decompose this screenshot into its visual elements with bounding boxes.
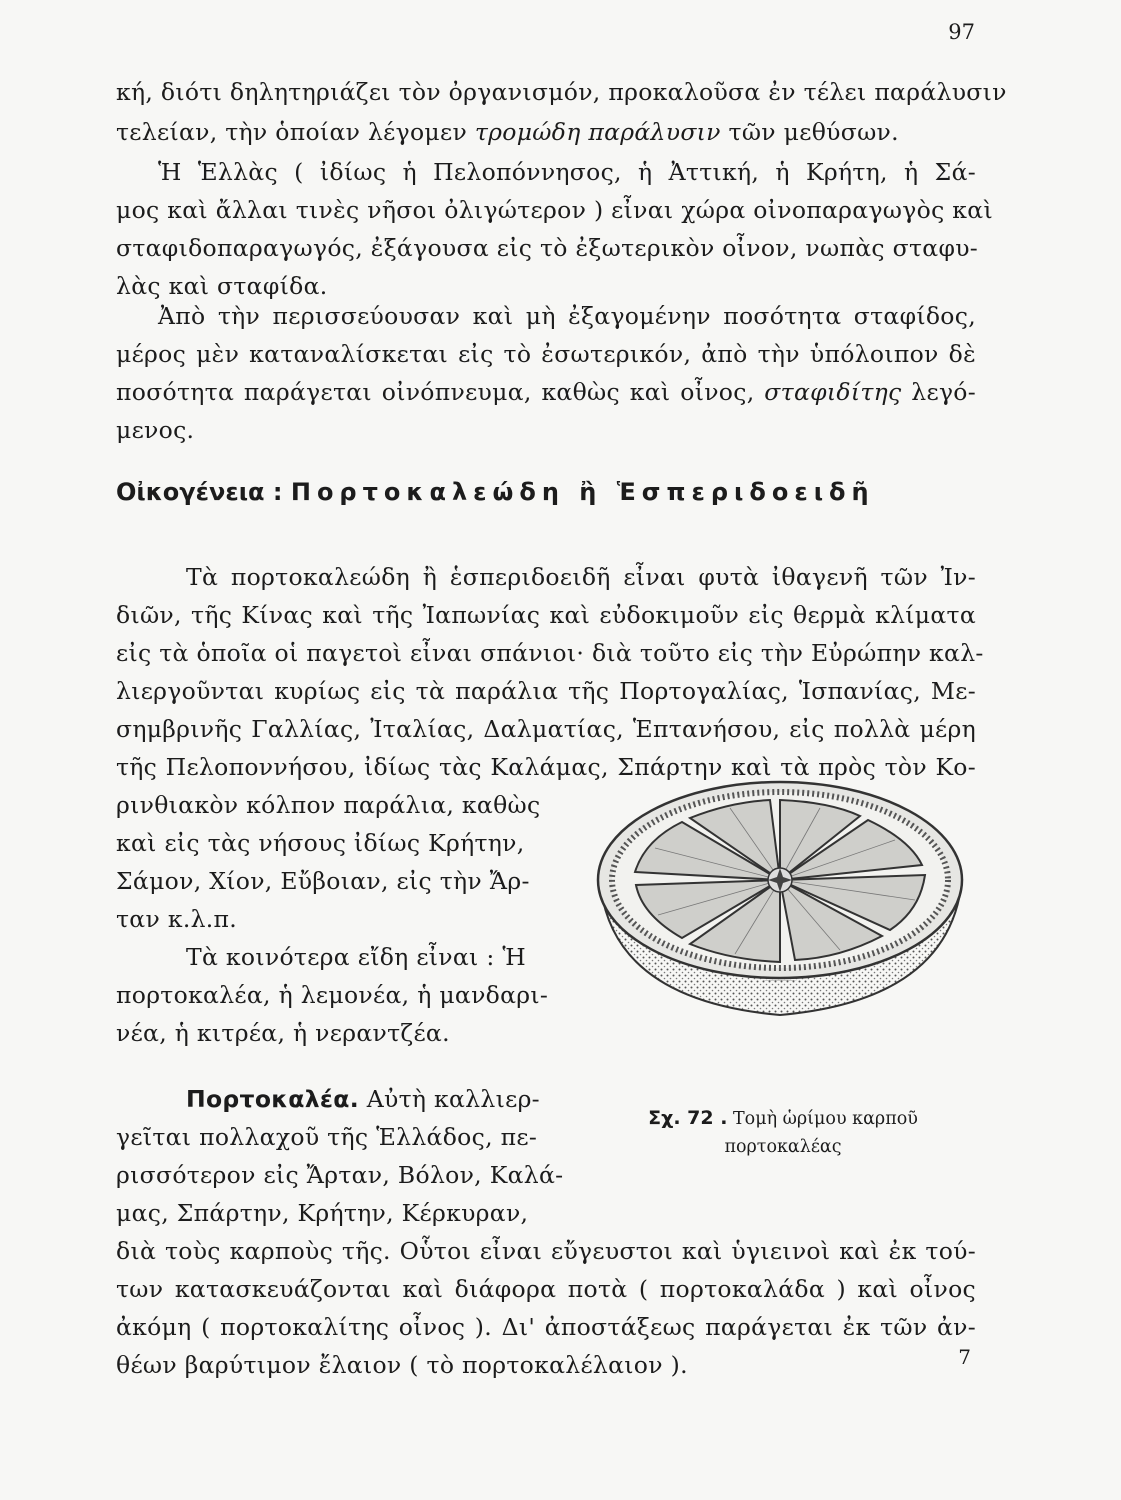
family-heading: Οἰκογένεια : Πορτοκαλεώδη ἢ Ἑσπεριδοειδῆ: [116, 478, 875, 506]
figure-caption: Σχ. 72 . Τομὴ ὡρίμου καρποῦ πορτοκαλέας: [648, 1107, 918, 1157]
text-line: Σάμον, Χίον, Εὔβοιαν, εἰς τὴν Ἄρ-: [116, 867, 530, 895]
text-line: ἀκόμη ( πορτοκαλίτης οἶνος ). Δι' ἀποστάξεως παράγεται ἐκ τῶν ἀν-: [116, 1313, 976, 1341]
text-line: σταφιδοπαραγωγός, ἐξάγουσα εἰς τὸ ἐξωτερικὸν οἶνον, νωπὰς σταφυ-: [116, 234, 979, 262]
text-line: διὰ τοὺς καρποὺς τῆς. Οὗτοι εἶναι εὔγευστοι καὶ ὑγιεινοὶ καὶ ἐκ τού-: [116, 1237, 976, 1265]
text-line: κή, διότι δηλητηριάζει τὸν ὀργανισμόν, προκαλοῦσα ἐν τέλει παράλυσιν: [116, 78, 1007, 106]
text-line: μος καὶ ἄλλαι τινὲς νῆσοι ὀλιγώτερον ) εἶναι χώρα οἰνοπαραγωγὸς καὶ: [116, 196, 993, 224]
text-line: Τὰ κοινότερα εἴδη εἶναι : Ἡ: [186, 943, 526, 971]
italic-term: σταφιδίτης: [764, 378, 902, 406]
text-line: νέα, ἡ κιτρέα, ἡ νεραντζέα.: [116, 1019, 450, 1047]
text-line: λιεργοῦνται κυρίως εἰς τὰ παράλια τῆς Πορτογαλίας, Ἱσπανίας, Με-: [116, 677, 976, 705]
species-title: Πορτοκαλέα.: [186, 1085, 359, 1113]
italic-term: τρομώδη παράλυσιν: [474, 118, 721, 146]
text-line: ταν κ.λ.π.: [116, 905, 238, 933]
text-line: ρινθιακὸν κόλπον παράλια, καθὼς: [116, 791, 541, 819]
text-line: ποσότητα παράγεται οἰνόπνευμα, καθὼς καὶ οἶνος, σταφιδίτης λεγό-: [116, 378, 976, 406]
text-line: θέων βαρύτιμον ἔλαιον ( τὸ πορτοκαλέλαιον ).: [116, 1351, 688, 1379]
text-line: τῆς Πελοποννήσου, ἰδίως τὰς Καλάμας, Σπάρτην καὶ τὰ πρὸς τὸν Κο-: [116, 753, 976, 781]
text-line: μας, Σπάρτην, Κρήτην, Κέρκυραν,: [116, 1199, 529, 1227]
text-line: Ἀπὸ τὴν περισσεύουσαν καὶ μὴ ἐξαγομένην ποσότητα σταφίδος,: [158, 302, 976, 330]
text-line: Πορτοκαλέα. Αὐτὴ καλλιερ-: [186, 1085, 540, 1113]
text-line: μέρος μὲν καταναλίσκεται εἰς τὸ ἐσωτερικόν, ἀπὸ τὴν ὑπόλοιπον δὲ: [116, 340, 976, 368]
text-line: Ἡ Ἑλλὰς ( ἰδίως ἡ Πελοπόννησος, ἡ Ἀττική, ἡ Κρήτη, ἡ Σά-: [158, 158, 976, 186]
figure-number: Σχ. 72 .: [648, 1107, 728, 1129]
text-line: πορτοκαλέα, ἡ λεμονέα, ἡ μανδαρι-: [116, 981, 549, 1009]
text-line: τελείαν, τὴν ὁποίαν λέγομεν τρομώδη παράλυσιν τῶν μεθύσων.: [116, 118, 899, 146]
text-line: διῶν, τῆς Κίνας καὶ τῆς Ἰαπωνίας καὶ εὐδοκιμοῦν εἰς θερμὰ κλίματα: [116, 601, 976, 629]
text-line: λὰς καὶ σταφίδα.: [116, 272, 328, 300]
text-line: Τὰ πορτοκαλεώδη ἢ ἑσπεριδοειδῆ εἶναι φυτὰ ἰθαγενῆ τῶν Ἰν-: [186, 563, 976, 591]
text-line: μενος.: [116, 416, 195, 444]
text-line: γεῖται πολλαχοῦ τῆς Ἑλλάδος, πε-: [116, 1123, 538, 1151]
text-line: καὶ εἰς τὰς νήσους ἰδίως Κρήτην,: [116, 829, 525, 857]
page-number: 97: [948, 20, 975, 44]
text-line: εἰς τὰ ὁποῖα οἱ παγετοὶ εἶναι σπάνιοι· διὰ τοῦτο εἰς τὴν Εὐρώπην καλ-: [116, 639, 984, 667]
orange-cross-section-illustration: [570, 770, 990, 1020]
signature-mark: 7: [958, 1345, 971, 1369]
text-line: σημβρινῆς Γαλλίας, Ἰταλίας, Δαλματίας, Ἑπτανήσου, εἰς πολλὰ μέρη: [116, 715, 976, 743]
text-line: των κατασκευάζονται καὶ διάφορα ποτὰ ( πορτοκαλάδα ) καὶ οἶνος: [116, 1275, 976, 1303]
text-line: ρισσότερον εἰς Ἄρταν, Βόλον, Καλά-: [116, 1161, 564, 1189]
